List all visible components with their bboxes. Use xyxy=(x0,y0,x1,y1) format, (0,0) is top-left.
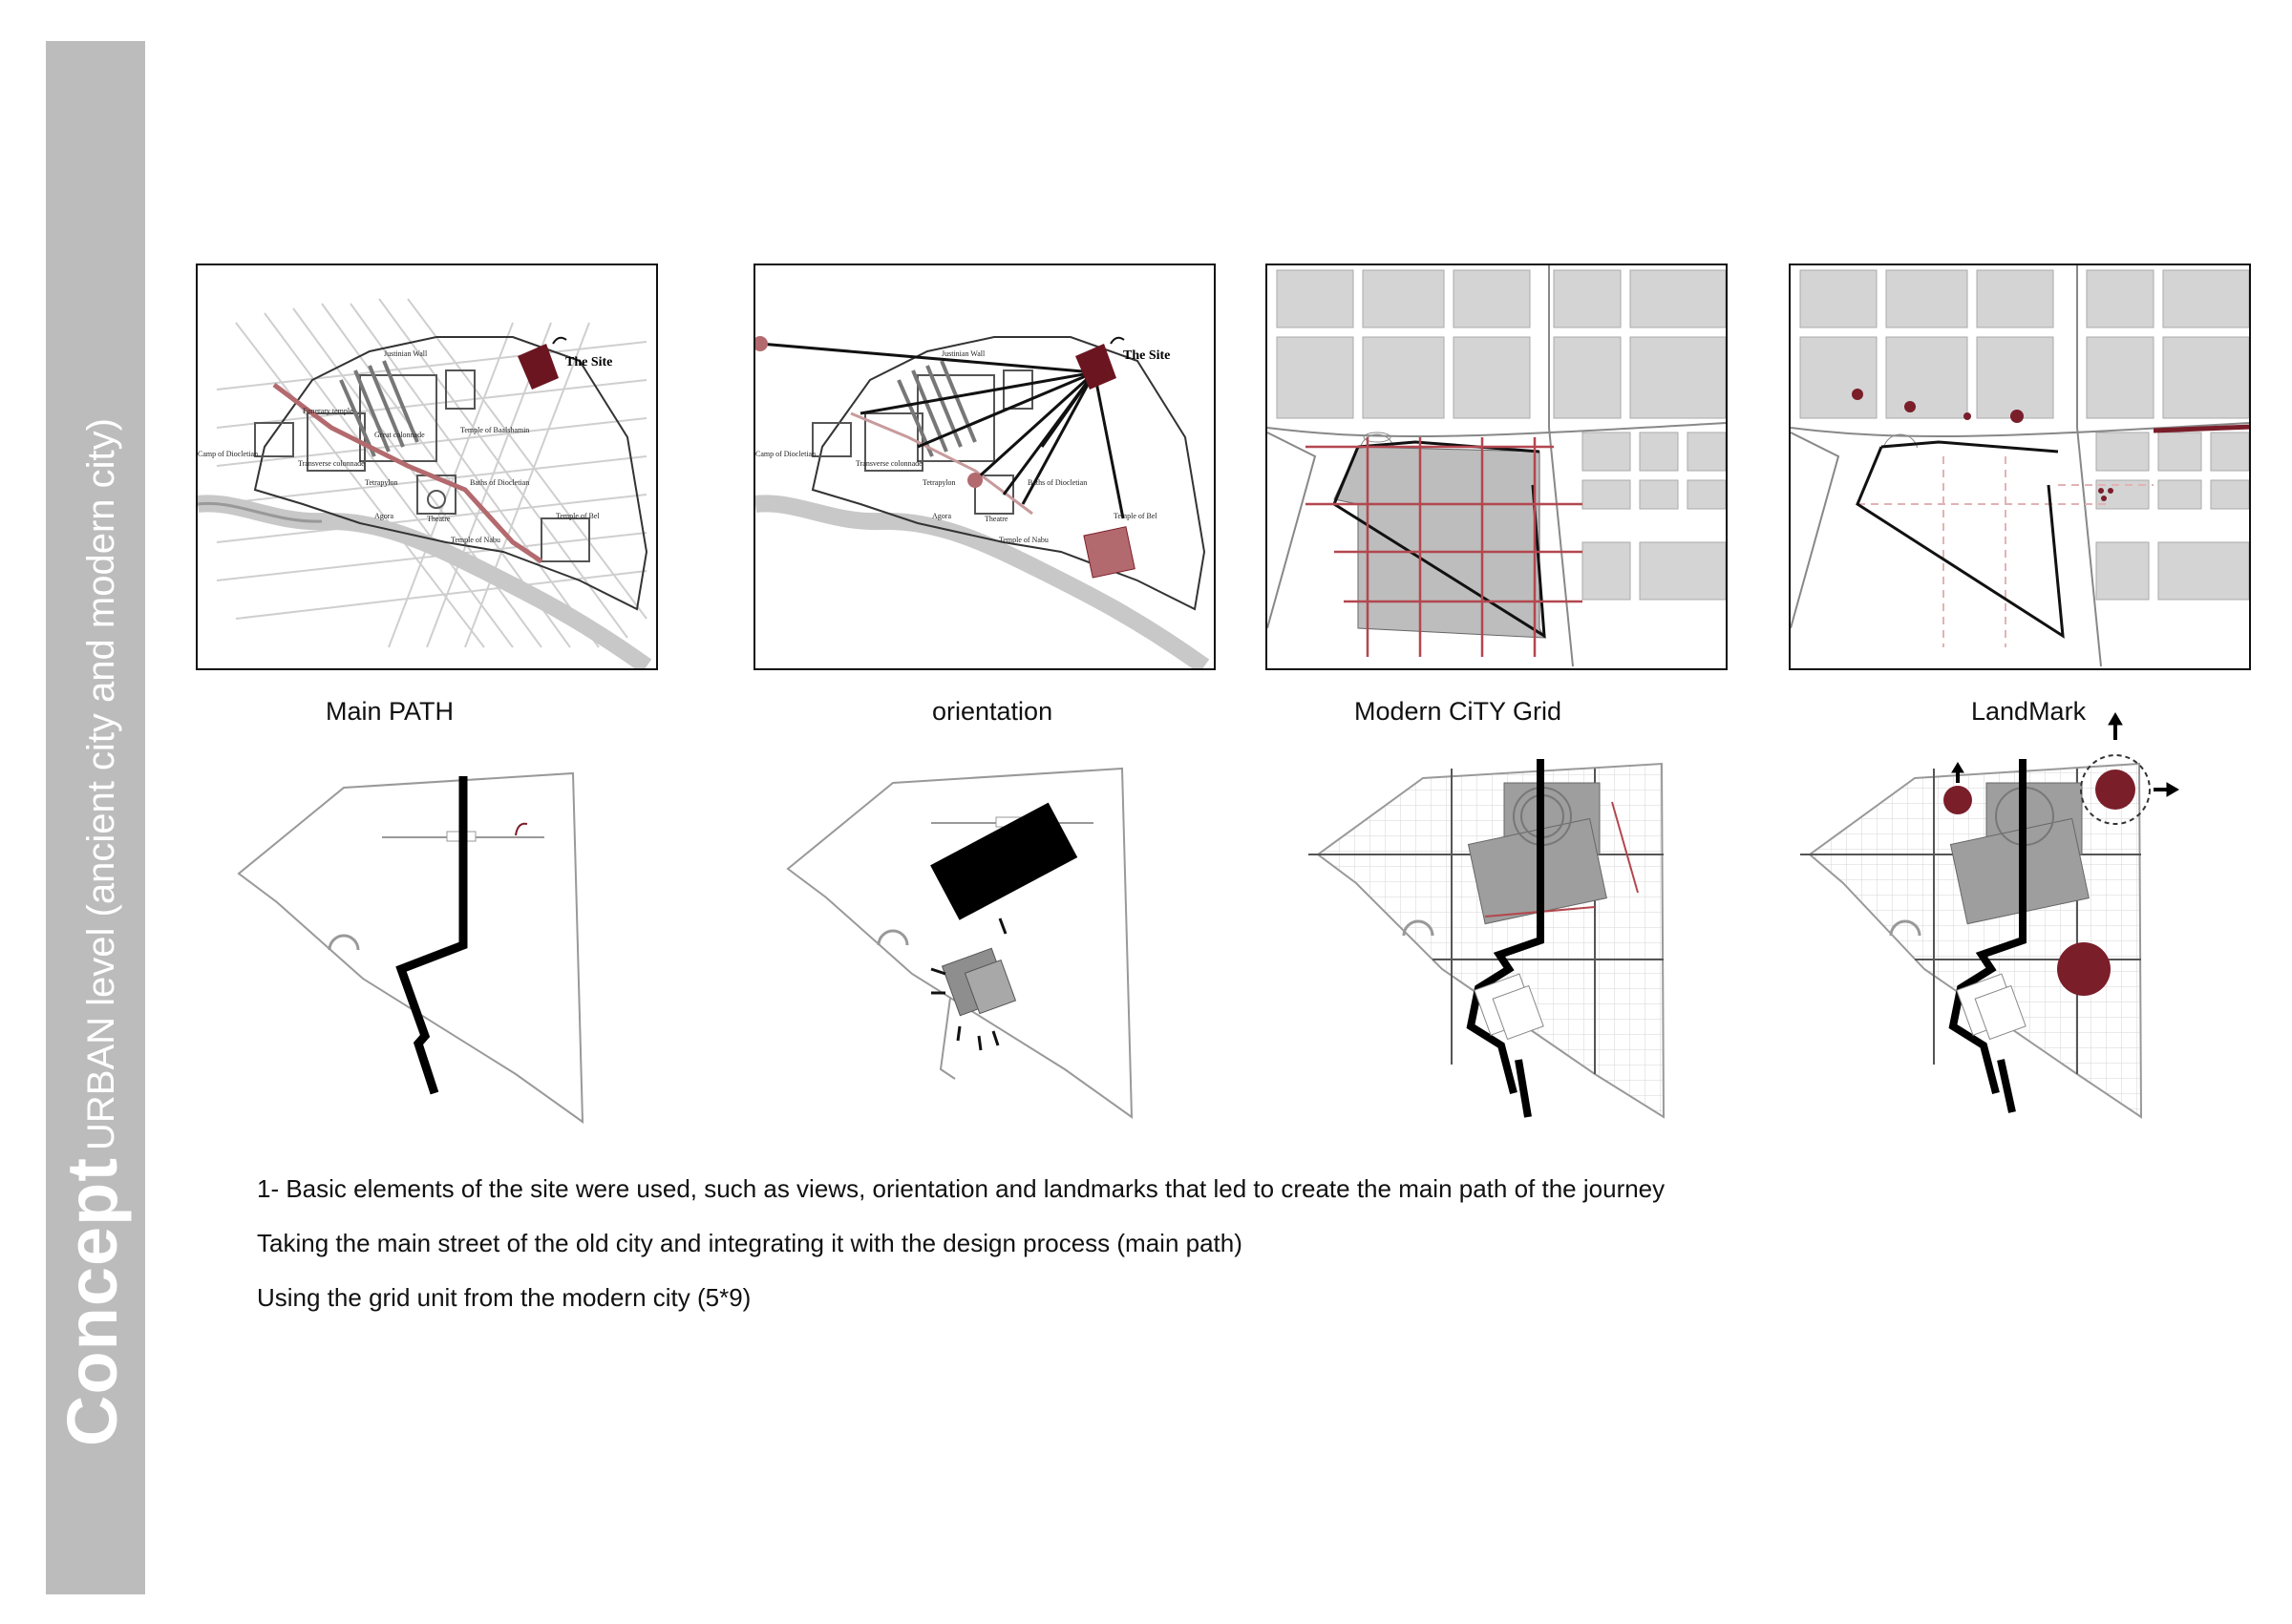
panel-main-path-map xyxy=(196,264,658,670)
label-the-site-2: The Site xyxy=(1123,348,1171,363)
label-the-site: The Site xyxy=(565,355,613,369)
description-line-2: Taking the main street of the old city and integrating it with the design process (main path) xyxy=(257,1229,1242,1257)
concept-orientation xyxy=(778,754,1141,1127)
label-nabu: Temple of Nabu xyxy=(451,536,500,544)
label-bel: Temple of Bel xyxy=(556,512,600,520)
panel-label-main-path: Main PATH xyxy=(326,697,455,726)
label-justinian-wall: Justinian Wall xyxy=(384,349,428,358)
panel-label-orientation: orientation xyxy=(932,697,1053,726)
panel-label-modern-grid: Modern CiTY Grid xyxy=(1354,697,1562,726)
concept-grid xyxy=(1308,759,1671,1131)
concept-main-path xyxy=(229,759,592,1131)
description-line-1: 1- Basic elements of the site were used, such as views, orientation and landmarks that led to create the main path of the journey xyxy=(257,1174,1666,1203)
panel-label-landmark: LandMark xyxy=(1971,697,2087,726)
label-baalshamin: Temple of Baalshamin xyxy=(460,426,530,434)
concept-landmark xyxy=(1800,711,2182,1131)
label-colonnade: Great colonnade xyxy=(374,431,425,439)
label-agora-2: Agora xyxy=(932,512,951,520)
label-tetrapylon: Tetrapylon xyxy=(365,478,398,487)
label-transverse-2: Transverse colonnade xyxy=(856,459,923,468)
panel-orientation-map xyxy=(753,264,1216,670)
panel-landmark-map xyxy=(1789,264,2251,670)
sidebar-title: Concept xyxy=(53,1157,132,1446)
label-baths: Baths of Diocletian xyxy=(470,478,530,487)
label-camp-2: Camp of Diocletian xyxy=(755,450,817,458)
label-theatre-2: Theatre xyxy=(985,515,1008,523)
label-camp: Camp of Diocletian xyxy=(198,450,259,458)
label-tetrapylon-2: Tetrapylon xyxy=(923,478,956,487)
label-baths-2: Baths of Diocletian xyxy=(1028,478,1088,487)
label-bel-2: Temple of Bel xyxy=(1114,512,1157,520)
description-line-3: Using the grid unit from the modern city (5*9) xyxy=(257,1283,752,1312)
label-nabu-2: Temple of Nabu xyxy=(999,536,1049,544)
sidebar-subtitle: URBAN level (ancient city and modern city) xyxy=(80,418,122,1150)
panel-modern-grid-map xyxy=(1265,264,1728,670)
label-agora: Agora xyxy=(374,512,393,520)
label-justinian-wall-2: Justinian Wall xyxy=(942,349,986,358)
label-transverse: Transverse colonnade xyxy=(298,459,365,468)
label-funerary: Funerary temple xyxy=(303,407,353,415)
label-theatre: Theatre xyxy=(427,515,451,523)
